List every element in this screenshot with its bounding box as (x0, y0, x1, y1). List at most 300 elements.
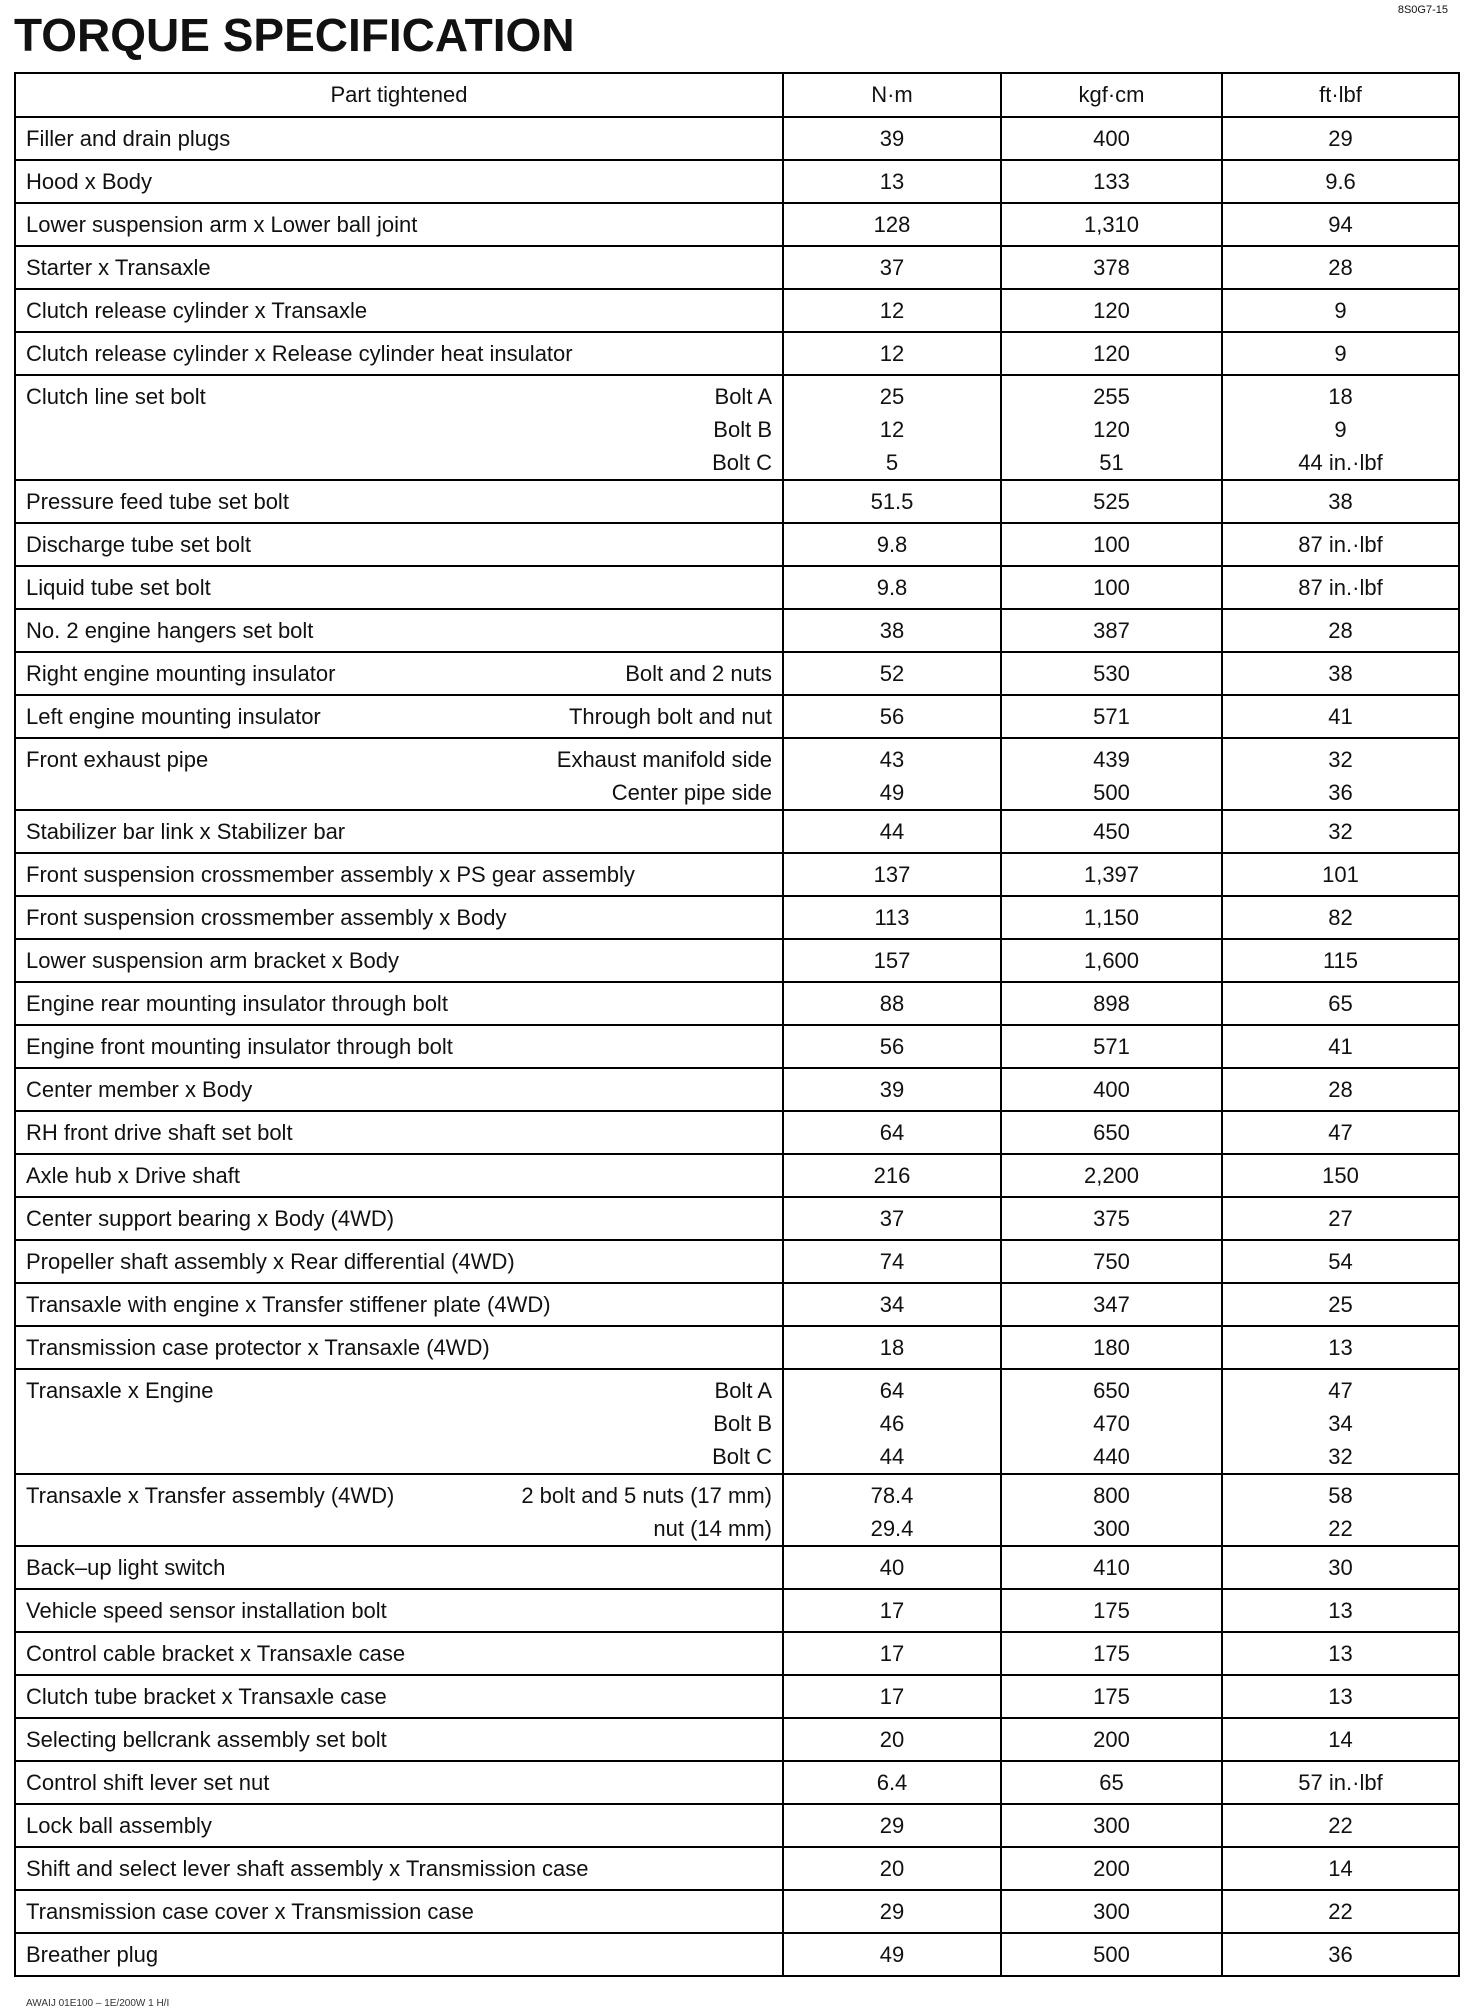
document-code: 8S0G7-15 (1397, 4, 1448, 16)
part-name: Right engine mounting insulator (26, 661, 336, 686)
ft-value: 38 (1328, 661, 1353, 686)
ft-value: 22 (1328, 1899, 1353, 1924)
nm-cell (783, 1197, 1001, 1240)
nm-cell (783, 289, 1001, 332)
kgf-value: 1,310 (1083, 212, 1140, 237)
table-row (15, 1761, 1459, 1804)
kgf-value: 387 (1093, 618, 1130, 643)
table-row (15, 1326, 1459, 1369)
part-cell (15, 695, 783, 738)
part-name: Clutch tube bracket x Transaxle case (26, 1684, 387, 1709)
ft-value: 14 (1328, 1727, 1353, 1752)
ft-value: 14 (1328, 1856, 1353, 1881)
ft-value: 28 (1328, 618, 1353, 643)
ft-cell (1222, 1718, 1459, 1761)
kgf-cell (1001, 160, 1222, 203)
nm-cell (783, 810, 1001, 853)
part-name: RH front drive shaft set bolt (26, 1120, 293, 1145)
ft-cell (1222, 1326, 1459, 1369)
ft-cell (1222, 480, 1459, 523)
ft-cell (1222, 1890, 1459, 1933)
part-name: Clutch release cylinder x Release cylinder heat insulator (26, 341, 573, 366)
part-cell (15, 289, 783, 332)
kgf-value: 400 (1093, 126, 1130, 151)
kgf-value: 530 (1093, 661, 1130, 686)
kgf-cell (1001, 246, 1222, 289)
nm-cell (783, 652, 1001, 695)
ft-cell (1222, 1240, 1459, 1283)
kgf-cell (1001, 566, 1222, 609)
kgf-cell (1001, 1154, 1222, 1197)
nm-cell (783, 246, 1001, 289)
nm-value: 25 (879, 384, 905, 409)
kgf-value: 500 (1093, 1942, 1130, 1967)
ft-value: 9.6 (1325, 169, 1356, 194)
nm-value: 49 (879, 780, 905, 805)
kgf-cell (1001, 1933, 1222, 1976)
nm-value: 40 (879, 1555, 905, 1580)
ft-value: 13 (1328, 1641, 1353, 1666)
kgf-cell (1001, 1589, 1222, 1632)
kgf-cell (1001, 1369, 1222, 1474)
part-cell (15, 1632, 783, 1675)
ft-cell (1222, 1068, 1459, 1111)
part-sub-label: Bolt and 2 nuts (625, 661, 772, 686)
part-name: Lock ball assembly (26, 1813, 212, 1838)
ft-value: 65 (1328, 991, 1353, 1016)
ft-cell (1222, 160, 1459, 203)
table-row (15, 1197, 1459, 1240)
kgf-value: 120 (1093, 341, 1130, 366)
ft-cell (1222, 566, 1459, 609)
kgf-cell (1001, 332, 1222, 375)
nm-value: 5 (885, 450, 899, 475)
kgf-cell (1001, 1546, 1222, 1589)
kgf-cell (1001, 982, 1222, 1025)
kgf-value: 200 (1093, 1727, 1130, 1752)
ft-value: 38 (1328, 489, 1353, 514)
kgf-cell (1001, 1761, 1222, 1804)
part-sub-labels (557, 743, 772, 809)
kgf-value: 525 (1093, 489, 1130, 514)
ft-value: 13 (1328, 1335, 1353, 1360)
ft-cell (1222, 738, 1459, 810)
table-row (15, 160, 1459, 203)
part-sub-label: Bolt A (714, 1378, 772, 1403)
table-row (15, 1804, 1459, 1847)
ft-cell (1222, 375, 1459, 480)
ft-value: 87 in.·lbf (1298, 575, 1383, 600)
nm-cell (783, 1847, 1001, 1890)
part-name: Pressure feed tube set bolt (26, 489, 289, 514)
kgf-value: 439 (1093, 747, 1130, 772)
table-row (15, 289, 1459, 332)
ft-value: 41 (1328, 704, 1353, 729)
part-sub-labels (625, 657, 772, 690)
part-cell (15, 1283, 783, 1326)
part-name: Breather plug (26, 1942, 159, 1967)
nm-value: 64 (879, 1120, 905, 1145)
part-cell (15, 332, 783, 375)
nm-cell (783, 1804, 1001, 1847)
nm-value: 9.8 (876, 532, 908, 557)
nm-cell (783, 982, 1001, 1025)
ft-value: 18 (1328, 384, 1353, 409)
part-sub-label: Through bolt and nut (568, 704, 772, 729)
nm-value: 44 (879, 1444, 905, 1469)
nm-value: 9.8 (876, 575, 908, 600)
part-name: Vehicle speed sensor installation bolt (26, 1598, 387, 1623)
column-header-ft: ft·lbf (1222, 73, 1459, 117)
nm-value: 39 (879, 126, 905, 151)
kgf-cell (1001, 1804, 1222, 1847)
torque-spec-table (14, 72, 1460, 1977)
part-sub-labels (712, 380, 772, 479)
part-cell (15, 1718, 783, 1761)
part-name: Engine rear mounting insulator through bolt (26, 991, 448, 1016)
nm-cell (783, 480, 1001, 523)
part-sub-label: Exhaust manifold side (556, 747, 772, 772)
nm-value: 78.4 (870, 1483, 914, 1508)
kgf-value: 450 (1093, 819, 1130, 844)
table-row (15, 1933, 1459, 1976)
part-cell (15, 117, 783, 160)
part-cell (15, 1761, 783, 1804)
table-row (15, 1589, 1459, 1632)
ft-value: 13 (1328, 1684, 1353, 1709)
table-row (15, 896, 1459, 939)
part-cell (15, 810, 783, 853)
ft-value: 101 (1322, 862, 1359, 887)
kgf-value: 1,150 (1083, 905, 1140, 930)
ft-value: 27 (1328, 1206, 1353, 1231)
part-sub-label: Bolt C (712, 1444, 772, 1469)
ft-value: 25 (1328, 1292, 1353, 1317)
kgf-cell (1001, 609, 1222, 652)
ft-value: 29 (1328, 126, 1353, 151)
column-header-kgf: kgf·cm (1001, 73, 1222, 117)
kgf-value: 120 (1093, 417, 1130, 442)
ft-value: 32 (1328, 1444, 1353, 1469)
part-sub-label: Bolt B (713, 417, 772, 442)
kgf-cell (1001, 1847, 1222, 1890)
part-cell (15, 375, 783, 480)
part-name: Front suspension crossmember assembly x PS gear assembly (26, 862, 635, 887)
nm-value: 74 (879, 1249, 905, 1274)
ft-value: 41 (1328, 1034, 1353, 1059)
kgf-value: 400 (1093, 1077, 1130, 1102)
nm-cell (783, 695, 1001, 738)
table-row (15, 1675, 1459, 1718)
column-header-nm: N·m (783, 73, 1001, 117)
part-name: Front suspension crossmember assembly x Body (26, 905, 507, 930)
ft-value: 44 in.·lbf (1298, 450, 1383, 475)
ft-cell (1222, 1283, 1459, 1326)
kgf-value: 133 (1093, 169, 1130, 194)
kgf-cell (1001, 203, 1222, 246)
nm-cell (783, 1675, 1001, 1718)
table-row (15, 652, 1459, 695)
ft-cell (1222, 982, 1459, 1025)
kgf-value: 175 (1093, 1684, 1130, 1709)
kgf-value: 100 (1093, 575, 1130, 600)
nm-cell (783, 1240, 1001, 1283)
nm-value: 29.4 (870, 1516, 914, 1541)
nm-value: 137 (873, 862, 911, 887)
part-sub-label: Bolt C (712, 450, 772, 475)
part-sub-labels (521, 1479, 772, 1545)
kgf-value: 100 (1093, 532, 1130, 557)
part-cell (15, 1154, 783, 1197)
nm-value: 29 (879, 1899, 905, 1924)
ft-cell (1222, 1154, 1459, 1197)
nm-cell (783, 896, 1001, 939)
kgf-value: 2,200 (1083, 1163, 1140, 1188)
nm-cell (783, 332, 1001, 375)
ft-value: 9 (1334, 341, 1347, 366)
nm-value: 216 (873, 1163, 911, 1188)
kgf-value: 65 (1099, 1770, 1124, 1795)
table-row (15, 695, 1459, 738)
table-row (15, 1546, 1459, 1589)
nm-value: 38 (879, 618, 905, 643)
ft-cell (1222, 332, 1459, 375)
kgf-value: 175 (1093, 1641, 1130, 1666)
nm-cell (783, 1890, 1001, 1933)
table-row (15, 1890, 1459, 1933)
nm-cell (783, 939, 1001, 982)
table-row (15, 1154, 1459, 1197)
ft-cell (1222, 117, 1459, 160)
part-name: Clutch line set bolt (26, 384, 206, 409)
part-cell (15, 1675, 783, 1718)
nm-value: 44 (879, 819, 905, 844)
table-row (15, 609, 1459, 652)
part-cell (15, 523, 783, 566)
part-cell (15, 939, 783, 982)
ft-value: 9 (1334, 417, 1347, 442)
part-cell (15, 566, 783, 609)
kgf-value: 378 (1093, 255, 1130, 280)
kgf-value: 750 (1093, 1249, 1130, 1274)
kgf-cell (1001, 1632, 1222, 1675)
part-name: Engine front mounting insulator through bolt (26, 1034, 453, 1059)
part-name: Liquid tube set bolt (26, 575, 211, 600)
nm-cell (783, 1326, 1001, 1369)
nm-value: 52 (879, 661, 905, 686)
ft-value: 28 (1328, 1077, 1353, 1102)
nm-value: 113 (874, 905, 910, 930)
nm-value: 39 (879, 1077, 905, 1102)
kgf-value: 650 (1093, 1378, 1130, 1403)
nm-value: 29 (879, 1813, 905, 1838)
nm-cell (783, 203, 1001, 246)
ft-cell (1222, 609, 1459, 652)
kgf-cell (1001, 1025, 1222, 1068)
ft-value: 87 in.·lbf (1298, 532, 1383, 557)
table-row (15, 1718, 1459, 1761)
table-row (15, 1240, 1459, 1283)
nm-cell (783, 1111, 1001, 1154)
ft-cell (1222, 203, 1459, 246)
part-cell (15, 1589, 783, 1632)
ft-value: 32 (1328, 819, 1353, 844)
part-cell (15, 1326, 783, 1369)
nm-value: 18 (879, 1335, 905, 1360)
part-name: Transaxle x Engine (26, 1378, 214, 1403)
nm-value: 49 (879, 1942, 905, 1967)
part-name: Hood x Body (26, 169, 152, 194)
part-cell (15, 246, 783, 289)
nm-value: 12 (879, 298, 905, 323)
part-cell (15, 853, 783, 896)
kgf-cell (1001, 1675, 1222, 1718)
ft-cell (1222, 1847, 1459, 1890)
table-row (15, 738, 1459, 810)
kgf-value: 300 (1093, 1516, 1130, 1541)
kgf-cell (1001, 375, 1222, 480)
part-cell (15, 480, 783, 523)
ft-value: 28 (1328, 255, 1353, 280)
table-row (15, 810, 1459, 853)
table-row (15, 1847, 1459, 1890)
ft-value: 36 (1328, 780, 1353, 805)
ft-cell (1222, 1933, 1459, 1976)
ft-value: 57 in.·lbf (1298, 1770, 1383, 1795)
nm-value: 51.5 (870, 489, 914, 514)
table-row (15, 375, 1459, 480)
kgf-cell (1001, 695, 1222, 738)
nm-cell (783, 375, 1001, 480)
part-sub-label: 2 bolt and 5 nuts (17 mm) (521, 1483, 772, 1508)
part-name: Clutch release cylinder x Transaxle (26, 298, 368, 323)
table-row (15, 332, 1459, 375)
nm-value: 17 (879, 1598, 905, 1623)
part-name: Front exhaust pipe (26, 747, 209, 772)
nm-value: 64 (879, 1378, 905, 1403)
nm-cell (783, 609, 1001, 652)
ft-cell (1222, 810, 1459, 853)
ft-cell (1222, 939, 1459, 982)
ft-value: 32 (1328, 747, 1353, 772)
ft-value: 22 (1328, 1813, 1353, 1838)
kgf-value: 300 (1093, 1813, 1130, 1838)
ft-cell (1222, 896, 1459, 939)
nm-cell (783, 117, 1001, 160)
part-cell (15, 1546, 783, 1589)
nm-value: 17 (879, 1684, 905, 1709)
kgf-cell (1001, 1068, 1222, 1111)
kgf-cell (1001, 652, 1222, 695)
part-name: Control shift lever set nut (26, 1770, 270, 1795)
nm-value: 13 (879, 169, 905, 194)
ft-value: 22 (1328, 1516, 1353, 1541)
ft-cell (1222, 1111, 1459, 1154)
kgf-cell (1001, 896, 1222, 939)
part-name: Propeller shaft assembly x Rear differential (4WD) (26, 1249, 515, 1274)
ft-cell (1222, 1761, 1459, 1804)
ft-value: 115 (1322, 948, 1359, 973)
nm-cell (783, 1025, 1001, 1068)
ft-cell (1222, 1675, 1459, 1718)
part-cell (15, 982, 783, 1025)
nm-value: 12 (879, 341, 905, 366)
nm-cell (783, 1933, 1001, 1976)
kgf-cell (1001, 523, 1222, 566)
nm-value: 37 (879, 255, 905, 280)
part-cell (15, 1240, 783, 1283)
part-name: Transaxle x Transfer assembly (4WD) (26, 1483, 395, 1508)
table-row (15, 117, 1459, 160)
nm-cell (783, 1283, 1001, 1326)
table-row (15, 1025, 1459, 1068)
ft-value: 9 (1334, 298, 1347, 323)
nm-cell (783, 1718, 1001, 1761)
ft-cell (1222, 1474, 1459, 1546)
table-row (15, 203, 1459, 246)
part-name: Stabilizer bar link x Stabilizer bar (26, 819, 346, 844)
table-row (15, 246, 1459, 289)
part-name: Transmission case protector x Transaxle (4WD) (26, 1335, 490, 1360)
kgf-value: 1,397 (1083, 862, 1140, 887)
ft-value: 47 (1328, 1378, 1353, 1403)
part-name: Filler and drain plugs (26, 126, 231, 151)
kgf-cell (1001, 289, 1222, 332)
ft-cell (1222, 695, 1459, 738)
nm-cell (783, 1589, 1001, 1632)
kgf-cell (1001, 1890, 1222, 1933)
part-name: No. 2 engine hangers set bolt (26, 618, 314, 643)
table-row (15, 853, 1459, 896)
nm-cell (783, 1632, 1001, 1675)
kgf-cell (1001, 1326, 1222, 1369)
nm-value: 12 (879, 417, 905, 442)
nm-value: 157 (873, 948, 911, 973)
ft-cell (1222, 853, 1459, 896)
nm-value: 128 (873, 212, 911, 237)
kgf-value: 347 (1093, 1292, 1130, 1317)
kgf-value: 51 (1099, 450, 1124, 475)
ft-cell (1222, 1025, 1459, 1068)
part-cell (15, 160, 783, 203)
table-header-row (15, 73, 1459, 117)
part-cell (15, 1025, 783, 1068)
kgf-cell (1001, 1283, 1222, 1326)
nm-value: 6.4 (876, 1770, 908, 1795)
part-name: Selecting bellcrank assembly set bolt (26, 1727, 387, 1752)
ft-value: 150 (1322, 1163, 1359, 1188)
kgf-cell (1001, 1111, 1222, 1154)
column-header-part: Part tightened (15, 73, 783, 117)
nm-cell (783, 566, 1001, 609)
ft-cell (1222, 1546, 1459, 1589)
nm-value: 56 (879, 1034, 905, 1059)
kgf-value: 120 (1093, 298, 1130, 323)
nm-value: 17 (879, 1641, 905, 1666)
nm-cell (783, 738, 1001, 810)
kgf-value: 375 (1093, 1206, 1130, 1231)
part-sub-label: Bolt A (714, 384, 772, 409)
table-row (15, 1474, 1459, 1546)
ft-value: 34 (1328, 1411, 1353, 1436)
table-row (15, 1369, 1459, 1474)
kgf-value: 410 (1093, 1555, 1130, 1580)
table-row (15, 1632, 1459, 1675)
part-cell (15, 1474, 783, 1546)
ft-cell (1222, 1804, 1459, 1847)
part-cell (15, 609, 783, 652)
part-name: Control cable bracket x Transaxle case (26, 1641, 406, 1666)
